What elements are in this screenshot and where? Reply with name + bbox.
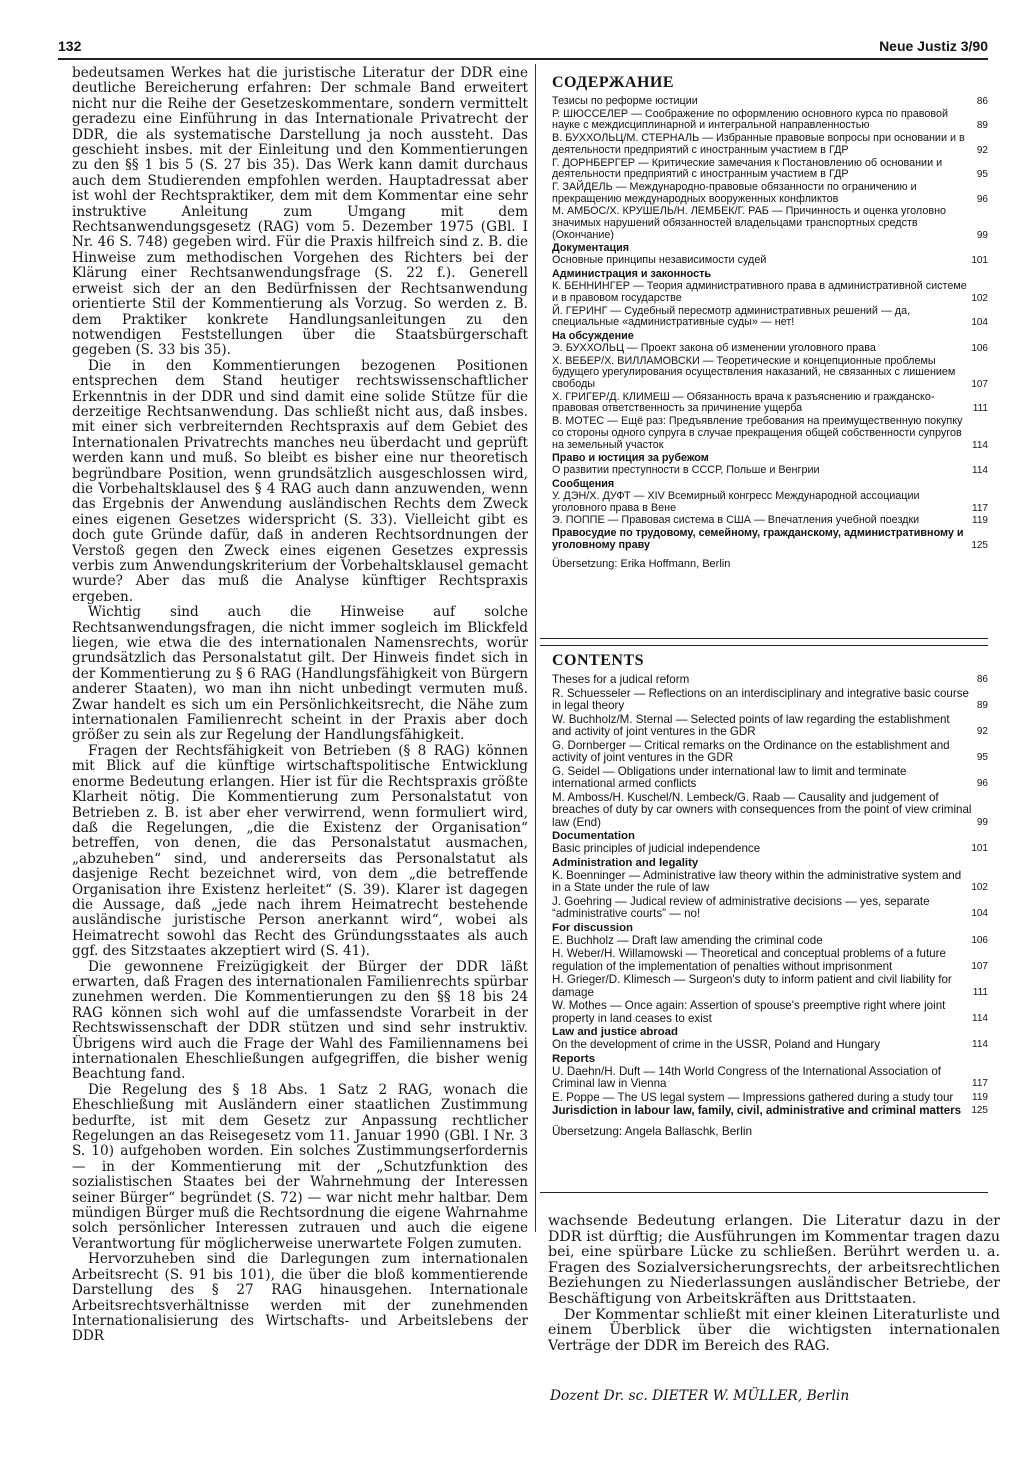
english-contents-list xyxy=(552,674,988,1118)
toc-entry-title: W. Buchholz/M. Sternal — Selected points of law regarding the establishment and activity of joint ventures in the GDR xyxy=(552,712,950,738)
toc-entry-page: 101 xyxy=(971,843,988,854)
toc-entry xyxy=(552,491,988,514)
paragraph: Die in den Kommentierungen bezogenen Positionen entsprechen dem Stand heutiger rechtswissenschaftlicher Erkenntnis in der DDR und sind damit eine solide Stütze für die derzeitige Rechtsanwendung. Das schließt nicht aus, daß insbes. mit einer sich verbreiternden Rechtspraxis auf dem Gebiet des Internationalen Privatrechts manches neu überdacht und geprüft werden kann und muß. So bleibt es bisher eine nur theoretisch begründbare Position, wenn grundsätzlich ausgeschlossen wird, die Vorbehaltsklausel des § 4 RAG auch dann anzuwenden, wenn das Ergebnis der Anwendung ausländischen Rechts dem Zweck eines eigenen Gesetzes widerspricht (S. 33). Vielleicht gibt es doch gute Gründe dafür, daß in anderen Rechtsordnungen der Verstoß gegen den Zweck eines eigenen Gesetzes expressis verbis zum Anwendungskriterium der Vorbehaltsklausel gemacht wurde? Aber das muß die Analyse künftiger Rechtspraxis ergeben. xyxy=(72,357,528,605)
toc-entry-title: Basic principles of judicial independence xyxy=(552,842,761,855)
toc-entry xyxy=(552,740,988,765)
toc-entry-title: О развитии преступности в СССР, Польше и Венгрии xyxy=(552,464,820,477)
toc-entry xyxy=(552,1039,988,1052)
toc-entry-title: Г. ДОРНБЕРГЕР — Критические замечания к Постановлению об основании и деятельности предприятий с иностранным участием в ГДР xyxy=(552,156,943,181)
toc-entry-page: 106 xyxy=(971,342,988,354)
toc-entry-page: 86 xyxy=(976,96,988,107)
toc-section-heading: Reports xyxy=(552,1052,596,1065)
toc-section-heading: Law and justice abroad xyxy=(552,1026,678,1038)
toc-entry xyxy=(552,688,988,713)
toc-entry xyxy=(552,306,988,329)
toc-entry-title: R. Schuesseler — Reflections on an interdisciplinary and integrative basic course in legal theory xyxy=(552,686,969,712)
paragraph: Fragen der Rechtsfähigkeit von Betrieben (§ 8 RAG) können mit Blick auf die künftige wirtschaftspolitische Entwicklung enorme Bedeutung erlangen. Hier ist für die Rechtspraxis größte Klarheit nötig. Die Kommentierung zum Personalstatut von Betrieben z. B. ist aber eher verwirrend, wenn formuliert wird, daß die Regelungen, „die die Existenz der Organisation“ betreffen, von denen, die das Personalstatut ausmachen, „abzuheben“ sind, und andererseits das Personalstatut als dasjenige Recht bezeichnet wird, von dem „die betreffende Organisation ihre Existenz herleitet“ (S. 39). Klarer ist dagegen die Aussage, daß „jede nach ihrem Heimatrecht bestehende ausländische juristische Person anerkannt wird“, wobei als Heimatrecht sowohl das Recht des Gründungsstaates als auch ggf. des Sitzstaates akzeptiert wird (S. 41). xyxy=(72,742,528,960)
toc-entry xyxy=(552,206,988,241)
toc-entry-title: Э. БУХХОЛЬЦ — Проект закона об изменении уголовного права xyxy=(552,341,876,354)
toc-entry-title: M. Amboss/H. Kuschel/N. Lembeck/G. Raab — Causality and judgement of breaches of duty by car owners with consequences from the point of view criminal law (End) xyxy=(552,790,972,829)
toc-entry-page: 86 xyxy=(976,674,988,685)
toc-entry xyxy=(552,528,988,551)
toc-entry xyxy=(552,714,988,739)
left-column-text xyxy=(72,66,528,1345)
toc-entry-page: 102 xyxy=(971,292,988,304)
toc-entry-title: Э. ПОППЕ — Правовая система в США — Впечатления учебной поездки xyxy=(552,514,920,527)
toc-entry-title: Х. ГРИГЕР/Д. КЛИМЕШ — Обязанность врача к разъяснению и гражданско-правовая ответственность за причинение ущерба xyxy=(552,390,935,415)
toc-entry xyxy=(552,843,988,856)
toc-entry-title: В. БУХХОЛЬЦ/М. СТЕРНАЛЬ — Избранные правовые вопросы при основании и в деятельности предприятий с иностранным участием в ГДР xyxy=(552,132,965,156)
toc-entry xyxy=(552,870,988,895)
russian-translator-credit: Übersetzung: Erika Hoffmann, Berlin xyxy=(552,557,731,570)
toc-entry xyxy=(552,356,988,391)
toc-entry xyxy=(552,343,988,355)
page-header xyxy=(58,36,988,60)
paragraph: wachsende Bedeutung erlangen. Die Literatur dazu in der DDR ist dürftig; die Ausführungen im Kommentar tragen dazu bei, eine spürbare Lücke zu schließen. Berührt werden u. a. Fragen des Sozialversicherungsrechts, der arbeitsrechtlichen Beziehungen zu Niederlassungen ausländischer Betriebe, der Beschäftigung von Arbeitskräften aus Drittstaaten. xyxy=(548,1213,1000,1307)
journal-title: Neue Justiz 3/90 xyxy=(879,38,988,54)
toc-entry-title: E. Buchholz — Draft law amending the criminal code xyxy=(552,933,823,947)
toc-entry-page: 117 xyxy=(972,502,988,514)
toc-entry-page: 96 xyxy=(976,193,988,205)
toc-entry-page: 114 xyxy=(972,1039,988,1050)
toc-entry xyxy=(552,281,988,304)
toc-entry xyxy=(552,133,988,156)
toc-entry-page: 99 xyxy=(976,816,988,828)
toc-entry-title: Тезисы по реформе юстиции xyxy=(552,95,698,107)
toc-entry-title: Й. ГЕРИНГ — Судебный пересмотр административных решений — да, специальные «административные суды» — нет! xyxy=(552,304,911,329)
toc-entry-page: 119 xyxy=(972,515,988,527)
toc-entry-title: W. Mothes — Once again: Assertion of spouse's preemptive right where joint property in land ceases to exist xyxy=(552,999,946,1025)
toc-entry xyxy=(552,416,988,451)
toc-entry-title: Правосудие по трудовому, семейному, гражданскому, административному и уголовному праву xyxy=(552,527,964,551)
toc-section-heading: Администрация и законность xyxy=(552,268,712,281)
toc-section-heading: For discussion xyxy=(552,921,634,934)
toc-entry-title: H. Grieger/D. Klimesch — Surgeon's duty to inform patient and civil liability for damage xyxy=(552,973,952,999)
toc-entry-title: K. Boenninger — Administrative law theory within the administrative system and in a State under the rule of law xyxy=(552,868,962,894)
toc-entry xyxy=(552,1066,988,1091)
toc-entry-title: К. БЕННИНГЕР — Теория административного права в административной системе и в правовом государстве xyxy=(552,280,967,304)
toc-entry-page: 119 xyxy=(972,1091,988,1103)
toc-entry-page: 104 xyxy=(971,317,988,329)
toc-entry-page: 114 xyxy=(972,1012,988,1024)
toc-entry xyxy=(552,974,988,999)
toc-entry-page: 95 xyxy=(976,752,988,763)
toc-entry-page: 125 xyxy=(971,1105,988,1116)
toc-entry-page: 99 xyxy=(976,229,988,241)
toc-entry-page: 101 xyxy=(971,255,988,267)
toc-entry xyxy=(552,109,988,132)
toc-entry-page: 117 xyxy=(972,1078,988,1089)
toc-entry-page: 114 xyxy=(972,439,988,451)
toc-entry xyxy=(552,674,988,687)
column-divider xyxy=(535,64,536,1232)
toc-entry-page: 92 xyxy=(976,144,988,156)
toc-entry-title: U. Daehn/H. Duft — 14th World Congress of the International Association of Criminal law in Vienna xyxy=(552,1064,942,1090)
paragraph: Hervorzuheben sind die Darlegungen zum internationalen Arbeitsrecht (S. 91 bis 101), die über die bloß kommentierende Darstellung des § 27 RAG hinausgehen. Internationale Arbeitsrechtsverhältnisse werden mit der zunehmenden Internationalisierung des Wirtschafts- und Arbeitslebens der DDR xyxy=(72,1251,528,1345)
toc-entry-title: Theses for a judical reform xyxy=(552,673,690,686)
toc-entry-title: G. Seidel — Obligations under international law to limit and terminate international armed conflicts xyxy=(552,764,907,790)
toc-entry-page: 125 xyxy=(971,539,988,551)
toc-entry-page: 104 xyxy=(971,908,988,919)
paragraph: Wichtig sind auch die Hinweise auf solche Rechtsanwendungsfragen, die nicht immer sogleich im Blickfeld liegen, wie etwa die des internationalen Namensrechts, worür grundsätzlich das Personalstatut gilt. Der Hinweis findet sich in der Kommentierung zu § 6 RAG (Handlungsfähigkeit von Bürgern anderer Staaten), wo man ihn nicht unbedingt vermuten muß. Zwar handelt es sich um ein Persönlichkeitsrecht, die Nähe zum internationalen Familienrecht scheint in der Praxis aber doch größer zu sein als zur Regelung der Handlungsfähigkeit. xyxy=(72,604,528,744)
toc-section-heading: Сообщения xyxy=(552,477,615,490)
english-translator-credit: Übersetzung: Angela Ballaschk, Berlin xyxy=(552,1123,753,1138)
paragraph: Die Regelung des § 18 Abs. 1 Satz 2 RAG, wonach die Eheschließung mit Ausländern einer staatlichen Zustimmung bedurfte, ist mit dem Gesetz zur Anpassung rechtlicher Regelungen an das Reisegesetz vom 11. Januar 1990 (GBl. I Nr. 3 S. 10) aufgehoben worden. Ein solches Zustimmungserfordernis — in der Kommentierung mit der „Schutzfunktion des sozialistischen Staates bei der Wahrnehmung der Interessen seiner Bürger“ begründet (S. 72) — war nicht mehr haltbar. Dem mündigen Bürger muß die Rechtsordnung die eigene Wahrnahme solch persönlicher Interessen zutrauen und auch die eigene Verantwortung für möglicherweise unerwartete Folgen zumuten. xyxy=(72,1081,528,1252)
toc-entry-title: У. ДЭН/Х. ДУФТ — XIV Всемирный конгресс Международной ассоциации уголовного права в Вене xyxy=(552,489,920,514)
russian-contents-title: СОДЕРЖАНИЕ xyxy=(552,74,675,91)
toc-entry-title: Основные принципы независимости судей xyxy=(552,254,767,267)
toc-entry-page: 89 xyxy=(976,120,988,132)
toc-entry-page: 95 xyxy=(976,169,988,181)
toc-entry xyxy=(552,792,988,830)
toc-entry xyxy=(552,935,988,948)
toc-entry xyxy=(552,766,988,791)
toc-section-heading: На обсуждение xyxy=(552,329,634,342)
toc-entry xyxy=(552,158,988,181)
english-contents-title: CONTENTS xyxy=(552,652,645,669)
toc-entry-title: J. Goehring — Judical review of administrative decisions — yes, separate “administrative courts” — no! xyxy=(552,894,930,920)
toc-entry-page: 96 xyxy=(976,778,988,789)
toc-entry xyxy=(552,392,988,415)
toc-entry-title: Г. ЗАЙДЕЛЬ — Международно-правовые обязанности по ограничению и прекращению международных вооруженных конфликтов xyxy=(552,180,917,205)
toc-entry-page: 89 xyxy=(976,700,988,711)
toc-entry-title: Х. ВЕБЕР/Х. ВИЛЛАМОВСКИ — Теоретические и концепционные проблемы будущего урегулирования осуществления наказаний, не связанных с лишением свободы xyxy=(552,354,956,391)
toc-entry-title: Jurisdiction in labour law, family, civil, administrative and criminal matters xyxy=(552,1104,962,1117)
russian-contents-list xyxy=(552,96,988,552)
toc-section-heading: Право и юстиция за рубежом xyxy=(552,452,709,465)
russian-contents-box xyxy=(540,68,988,639)
toc-entry xyxy=(552,465,988,477)
toc-entry xyxy=(552,1000,988,1025)
paragraph: Die gewonnene Freizügigkeit der Bürger der DDR läßt erwarten, daß Fragen des internationalen Familienrechts spürbar zunehmen werden. Die Kommentierungen zu den §§ 18 bis 24 RAG können sich wohl auf die umfassendste Vorarbeit in der Rechtswissenschaft der DDR stützen und sind sehr instruktiv. Übrigens wird auch die Frage der Wahl des Familiennamens bei internationalen Eheschließungen aufgegriffen, die bisher wenig Beachtung fand. xyxy=(72,958,528,1083)
toc-entry-title: G. Dornberger — Critical remarks on the Ordinance on the establishment and activity of joint ventures in the GDR xyxy=(552,738,950,764)
page-number: 132 xyxy=(58,38,82,54)
toc-entry xyxy=(552,948,988,973)
right-column-continuation xyxy=(548,1214,1000,1354)
toc-entry-page: 107 xyxy=(971,960,988,972)
toc-entry-page: 102 xyxy=(971,882,988,893)
toc-entry-title: М. АМБОС/Х. КРУШЕЛЬ/Н. ЛЕМБЕК/Г. РАБ — Причинность и оценка уголовно значимых нарушений обязанностей владельцами транспортных средств (Окончание) xyxy=(552,205,947,241)
author-signature: Dozent Dr. sc. DIETER W. MÜLLER, Berlin xyxy=(550,1388,850,1404)
toc-entry-title: E. Poppe — The US legal system — Impressions gathered during a study tour xyxy=(552,1090,954,1104)
toc-entry xyxy=(552,1105,988,1118)
toc-entry-title: В. МОТЕС — Ещё раз: Предъявление требования на преимущественную покупку со стороны одного супруга в случае прекращения общей собственности супругов на земельный участок xyxy=(552,415,963,451)
toc-entry-page: 107 xyxy=(971,379,988,391)
toc-entry xyxy=(552,515,988,527)
paragraph: bedeutsamen Werkes hat die juristische Literatur der DDR eine deutliche Bereicherung erfahren: Der schmale Band erweitert nicht nur die Reihe der Gesetzeskommentare, sondern vermittelt geradezu eine Einführung in das Internationale Privatrecht der DDR, die als systematische Darstellung ja noch aussteht. Das geschieht insbes. mit der Einleitung und den Kommentierungen zu den §§ 1 bis 5 (S. 27 bis 35). Das Werk kann damit durchaus auch dem Studierenden empfohlen werden. Hauptadressat aber ist wohl der Rechtspraktiker, dem mit dem Kommentar eine sehr instruktive Anleitung zum Umgang mit dem Rechtsanwendungsgesetz (RAG) vom 5. Dezember 1975 (GBl. I Nr. 46 S. 748) gegeben wird. Für die Praxis hilfreich sind z. B. die Hinweise zum methodischen Vorgehen des Richters bei der Klärung einer Rechtsanwendungsfrage (S. 22 f.). Generell erweist sich der an den Bedürfnissen der Rechtsanwendung orientierte Stil der Kommentierung als Vorzug. So werden z. B. dem Praktiker konkrete Handlungsanleitungen zu den notwendigen Feststellungen über die Staatsbürgerschaft gegeben (S. 33 bis 35). xyxy=(72,65,528,359)
toc-entry xyxy=(552,1092,988,1105)
toc-entry-title: Р. ШЮССЕЛЕР — Соображение по оформлению основного курса по правовой науке с междисциплинарной и интегральной направленностью xyxy=(552,107,948,132)
toc-entry xyxy=(552,182,988,205)
toc-entry xyxy=(552,96,988,108)
toc-entry-title: On the development of crime in the USSR, Poland and Hungary xyxy=(552,1038,881,1051)
paragraph: Der Kommentar schließt mit einer kleinen Literaturliste und einem Überblick über die wichtigsten internationalen Verträge der DDR im Bereich des RAG. xyxy=(548,1306,1000,1354)
toc-entry xyxy=(552,255,988,267)
toc-entry-page: 111 xyxy=(972,403,988,415)
toc-section-heading: Documentation xyxy=(552,830,635,842)
toc-entry xyxy=(552,896,988,921)
toc-section-heading: Administration and legality xyxy=(552,856,699,869)
toc-entry-page: 111 xyxy=(972,986,988,998)
toc-entry-title: H. Weber/H. Willamowski — Theoretical and conceptual problems of a future regulation of the implementation of penalties without imprisonment xyxy=(552,947,946,973)
toc-entry-page: 92 xyxy=(976,726,988,737)
english-contents-box xyxy=(540,645,988,1193)
toc-section-heading: Документация xyxy=(552,242,630,255)
toc-entry-page: 114 xyxy=(972,465,988,477)
toc-entry-page: 106 xyxy=(971,934,988,946)
